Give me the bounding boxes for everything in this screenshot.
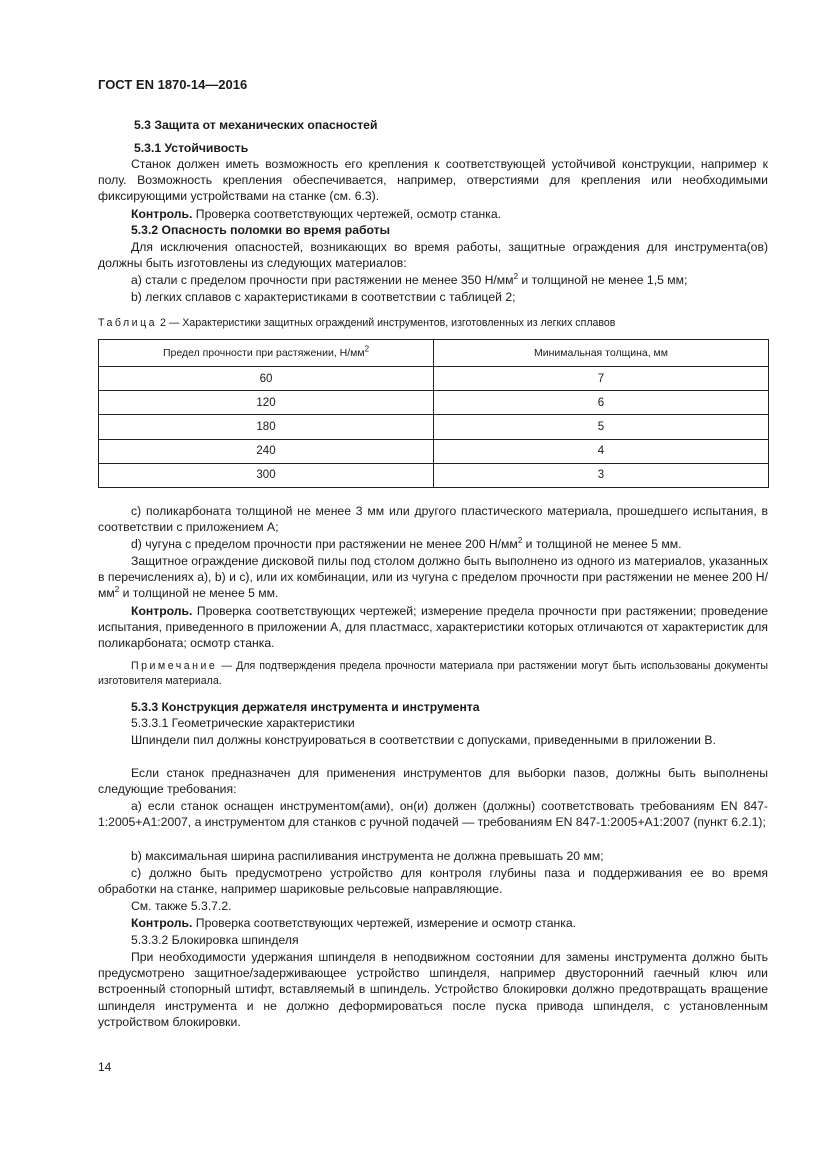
list-item-d: d) чугуна с пределом прочности при растяжении не менее 200 $Н/мм^2$ и толщиной не менее 5 мм. — [131, 535, 682, 551]
table-cell: 3 — [434, 463, 769, 487]
table-header-row — [99, 340, 769, 367]
list-item-b: b) легких сплавов с характеристиками в соответствии с таблицей 2; — [131, 290, 516, 304]
section-5-3-2-title: 5.3.2 Опасность поломки во время работы — [131, 223, 391, 237]
table-cell: 120 — [99, 391, 434, 415]
section-5-3-3-2-text: При необходимости удержания шпинделя в неподвижном состоянии для замены инструмента должно быть предусмотрено защитное/задерживающее устройство шпинделя, например двусторонний гаечный ключ или встроенный стопорный штифт, вставляемый в шпиндель. Устройство блокировки должно предотвращать вращение шпинделя инструмента и не должно деформироваться после пуска привода шпинделя, с установленным устройством блокировки. — [98, 950, 768, 1029]
section-5-3-3-title: 5.3.3 Конструкция держателя инструмента и инструмента — [131, 700, 480, 714]
section-5-3-3-1-control: Контроль. Проверка соответствующих чертежей, измерение и осмотр станка. — [131, 916, 577, 930]
table-cell: 4 — [434, 439, 769, 463]
table-row — [99, 391, 769, 415]
list-item-c: с) поликарбоната толщиной не менее 3 мм или другого пластического материала, прошедшего испытания, в соответствии с приложением А; — [98, 504, 768, 535]
table-cell: 7 — [434, 367, 769, 391]
table-cell: 240 — [99, 439, 434, 463]
table-row — [99, 463, 769, 487]
table-caption: Таблица 2 — Характеристики защитных ограждений инструментов, изготовленных из легких сплавов — [98, 317, 616, 329]
table-cell: 180 — [99, 415, 434, 439]
table-header-thickness: Минимальная толщина, мм — [434, 340, 769, 367]
saw-guard-text: Защитное ограждение дисковой пилы под столом должно быть выполнено из одного из материалов, указанных в перечислениях а), b) и с), или их комбинации, или из чугуна с пределом прочности при растяжении не менее 200 $Н/мм^2$ и толщиной не менее 5 мм. — [98, 554, 768, 601]
section-5-3-3-1-item-c: с) должно быть предусмотрено устройство для контроля глубины паза и поддерживания ее во время обработки на станке, например шариковые рельсовые направляющие. — [98, 866, 768, 897]
section-5-3-3-1-see-also: См. также 5.3.7.2. — [131, 899, 232, 913]
table-cell: 6 — [434, 391, 769, 415]
section-5-3-2-control: Контроль. Проверка соответствующих чертежей; измерение предела прочности при растяжении; проведение испытания, приведенного в приложении А, для пластмасс, характеристики которых отличаются от характеристик для поликарбоната; осмотр станка. — [98, 604, 768, 651]
section-5-3-1-text: Станок должен иметь возможность его крепления к соответствующей устойчивой конструкции, например к полу. Возможность крепления обеспечивается, например, отверстиями для крепления или необходимыми фиксирующими устройствами на станке (см. 6.3). — [98, 157, 768, 204]
section-5-3-3-1-item-a: а) если станок оснащен инструментом(ами), он(и) должен (должны) соответствовать требованиям EN 847-1:2005+А1:2007, а инструментом для станков с ручной подачей — требованиям EN 847-1:2005+А1:2007 (пункт 6.2.1); — [98, 799, 768, 830]
table-cell: 5 — [434, 415, 769, 439]
strength-table — [98, 339, 769, 488]
section-5-3-1-title: 5.3.1 Устойчивость — [134, 141, 249, 155]
table-row — [99, 439, 769, 463]
section-5-3-3-1-item-b: b) максимальная ширина распиливания инструмента не должна превышать 20 мм; — [131, 849, 604, 863]
section-5-3-3-1-text-2: Если станок предназначен для применения инструментов для выборки пазов, должны быть выполнены следующие требования: — [98, 766, 768, 797]
table-cell: 60 — [99, 367, 434, 391]
table-header-strength: Предел прочности при растяжении, $Н/мм^2$ — [99, 340, 434, 367]
document-header: ГОСТ EN 1870-14—2016 — [98, 77, 248, 92]
table-cell: 300 — [99, 463, 434, 487]
note: Примечание — Для подтверждения предела прочности материала при растяжении могут быть использованы документы изготовителя материала. — [98, 660, 768, 687]
section-5-3-3-1-text-1: Шпиндели пил должны конструироваться в соответствии с допусками, приведенными в приложении В. — [131, 733, 716, 747]
page-number: 14 — [98, 1060, 112, 1074]
section-5-3-2-text: Для исключения опасностей, возникающих во время работы, защитные ограждения для инструмента(ов) должны быть изготовлены из следующих материалов: — [98, 240, 768, 271]
table-row — [99, 367, 769, 391]
section-5-3-title: 5.3 Защита от механических опасностей — [134, 118, 378, 132]
section-5-3-3-1-title: 5.3.3.1 Геометрические характеристики — [131, 716, 355, 730]
section-5-3-3-2-title: 5.3.3.2 Блокировка шпинделя — [131, 933, 299, 947]
table-row — [99, 415, 769, 439]
section-5-3-1-control: Контроль. Проверка соответствующих чертежей, осмотр станка. — [131, 207, 502, 221]
list-item-a: а) стали с пределом прочности при растяжении не менее 350 $Н/мм^2$ и толщиной не менее 1,5 мм; — [131, 271, 688, 287]
